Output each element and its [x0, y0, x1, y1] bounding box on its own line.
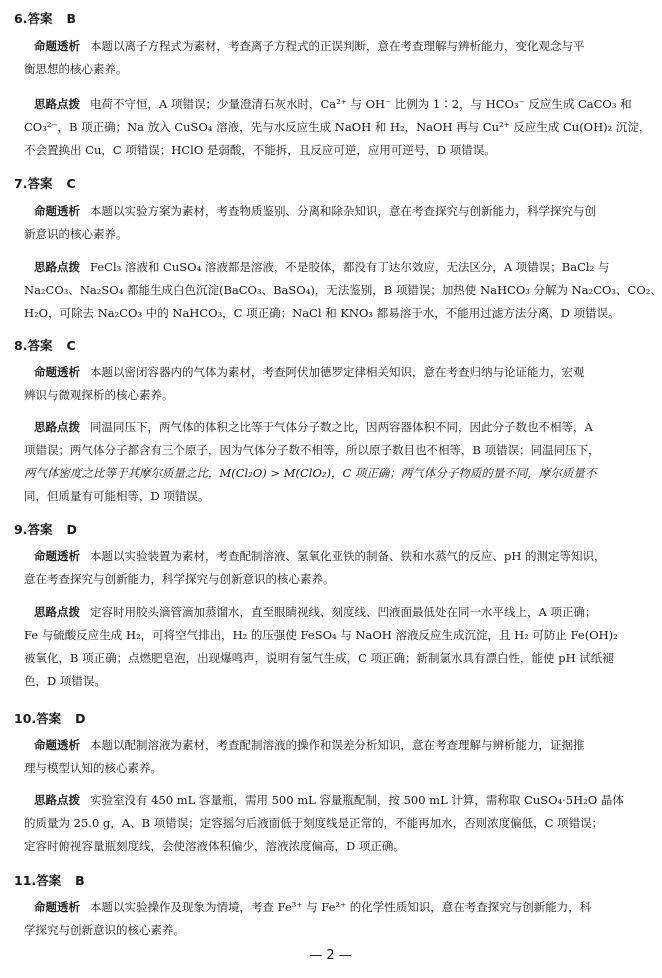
text-line: 同，但质量有可能相等，D 项错误。 [24, 489, 210, 503]
silu-label: 思路点拨 [34, 260, 80, 274]
question-number: 9. [14, 522, 28, 537]
answer-value: C [66, 338, 76, 353]
silu-label: 思路点拨 [34, 97, 80, 111]
answer-label: 答案 [36, 711, 62, 726]
text-line: 色，D 项错误。 [24, 674, 106, 688]
question-number: 6. [14, 11, 28, 26]
question-number: 10. [14, 711, 37, 726]
answer-value: B [75, 873, 85, 888]
text-line: 新意识的核心素养。 [24, 227, 128, 241]
answer-label: 答案 [27, 338, 53, 353]
text-line: 的质量为 25.0 g，A、B 项错误；定容摇匀后液面低于刻度线是正常的，不能再加水，否则浓度偏低，C 项错误； [24, 816, 604, 830]
question-number: 7. [14, 176, 28, 191]
question-9-header [14, 522, 77, 538]
question-11-mingti [24, 896, 648, 942]
answer-label: 答案 [36, 873, 62, 888]
page-number: — 2 — [309, 948, 352, 963]
text-line: 定容时俯视容量瓶刻度线，会使溶液体积偏少，溶液浓度偏高，D 项正确。 [24, 839, 405, 853]
answer-value: C [66, 176, 76, 191]
text-line: 本题以实验方案为素材，考查物质鉴别、分离和除杂知识，意在考查探究与创新能力，科学探究与创 [90, 204, 596, 218]
question-10-mingti [24, 734, 648, 780]
mingti-label: 命题透析 [34, 39, 80, 53]
mingti-label: 命题透析 [34, 204, 80, 218]
text-line: H₂O，可除去 Na₂CO₃ 中的 NaHCO₃，C 项正确；NaCl 和 KNO₃ 都易溶于水，不能用过滤方法分离，D 项错误。 [24, 306, 620, 320]
question-9-silu [24, 601, 648, 693]
text-line: 衡思想的核心素养。 [24, 62, 128, 76]
answer-value: D [66, 522, 77, 537]
silu-label: 思路点拨 [34, 420, 80, 434]
question-8-mingti [24, 361, 648, 407]
question-8-header [14, 338, 76, 354]
question-10-silu [24, 789, 648, 858]
answer-value: D [75, 711, 86, 726]
text-line: 意在考查探究与创新能力，科学探究与创新意识的核心素养。 [24, 572, 335, 586]
question-6-silu [24, 93, 651, 162]
question-number: 8. [14, 338, 28, 353]
question-number: 11. [14, 873, 37, 888]
text-line: 两气体密度之比等于其摩尔质量之比，M(Cl₂O) > M(ClO₂)，C 项正确；两气体分子物质的量不同，摩尔质量不 [24, 466, 597, 480]
text-line: Na₂CO₃、Na₂SO₄ 都能生成白色沉淀(BaCO₃、BaSO₄)，无法鉴别，B 项错误；加热使 NaHCO₃ 分解为 Na₂CO₃、CO₂、 [24, 283, 662, 297]
answer-label: 答案 [27, 11, 53, 26]
text-line: 同温同压下，两气体的体积之比等于气体分子数之比，因两容器体积不同，因此分子数也不相等，A [90, 420, 593, 434]
question-11-header [14, 873, 85, 889]
text-line: 本题以离子方程式为素材，考查离子方程式的正误判断，意在考查理解与辨析能力，变化观念与平 [90, 39, 585, 53]
text-line: 项错误；两气体分子都含有三个原子，因为气体分子数不相等，所以原子数目也不相等，B 项错误；同温同压下， [24, 443, 600, 457]
question-7-mingti [24, 200, 648, 246]
mingti-label: 命题透析 [34, 738, 80, 752]
text-line: 被氧化，B 项正确；点燃肥皂泡，出现爆鸣声，说明有氢气生成，C 项正确；新制氯水具有漂白性，能使 pH 试纸褪 [24, 651, 614, 665]
text-line: 本题以实验操作及现象为情境，考查 Fe³⁺ 与 Fe²⁺ 的化学性质知识，意在考查探究与创新能力，科 [90, 900, 592, 914]
text-line: 定容时用胶头滴管滴加蒸馏水，直至眼睛视线、刻度线、凹液面最低处在同一水平线上，A 项正确； [90, 605, 597, 619]
text-line: 本题以配制溶液为素材，考查配制溶液的操作和误差分析知识，意在考查理解与辨析能力，证据推 [90, 738, 585, 752]
mingti-label: 命题透析 [34, 549, 80, 563]
silu-label: 思路点拨 [34, 793, 80, 807]
text-line: 理与模型认知的核心素养。 [24, 761, 162, 775]
question-8-silu [24, 416, 648, 508]
text-line: 本题以实验装置为素材，考查配制溶液、氢氧化亚铁的制备、铁和水蒸气的反应、pH 的测定等知识， [90, 549, 606, 563]
text-line: 学探究与创新意识的核心素养。 [24, 923, 185, 937]
text-line: 辨识与微观探析的核心素养。 [24, 388, 174, 402]
text-line: 不会置换出 Cu，C 项错误；HClO 是弱酸，不能拆，且反应可逆，应用可逆号，D 项错误。 [24, 143, 496, 157]
answer-label: 答案 [27, 522, 53, 537]
question-10-header [14, 711, 86, 727]
text-line: 本题以密闭容器内的气体为素材，考查阿伏加德罗定律相关知识，意在考查归纳与论证能力，宏观 [90, 365, 585, 379]
answer-value: B [66, 11, 76, 26]
text-line: 电荷不守恒，A 项错误；少量澄清石灰水时，Ca²⁺ 与 OH⁻ 比例为 1∶2，与 HCO₃⁻ 反应生成 CaCO₃ 和 [90, 97, 632, 111]
question-7-header [14, 176, 76, 192]
question-6-header [14, 11, 76, 27]
text-line: CO₃²⁻，B 项正确；Na 放入 CuSO₄ 溶液，先与水反应生成 NaOH 和 H₂，NaOH 再与 Cu²⁺ 反应生成 Cu(OH)₂ 沉淀， [24, 120, 651, 134]
mingti-label: 命题透析 [34, 900, 80, 914]
question-7-silu [24, 256, 662, 325]
text-line: FeCl₃ 溶液和 CuSO₄ 溶液都是溶液，不是胶体，都没有丁达尔效应，无法区分，A 项错误；BaCl₂ 与 [90, 260, 610, 274]
silu-label: 思路点拨 [34, 605, 80, 619]
text-line: 实验室没有 450 mL 容量瓶，需用 500 mL 容量瓶配制，按 500 mL 计算，需称取 CuSO₄·5H₂O 晶体 [90, 793, 624, 807]
mingti-label: 命题透析 [34, 365, 80, 379]
text-line: Fe 与硫酸反应生成 H₂，可将空气排出，H₂ 的压强使 FeSO₄ 与 NaOH 溶液反应生成沉淀，且 H₂ 可防止 Fe(OH)₂ [24, 628, 618, 642]
answer-label: 答案 [27, 176, 53, 191]
question-6-mingti [24, 35, 648, 81]
question-9-mingti [24, 545, 648, 591]
